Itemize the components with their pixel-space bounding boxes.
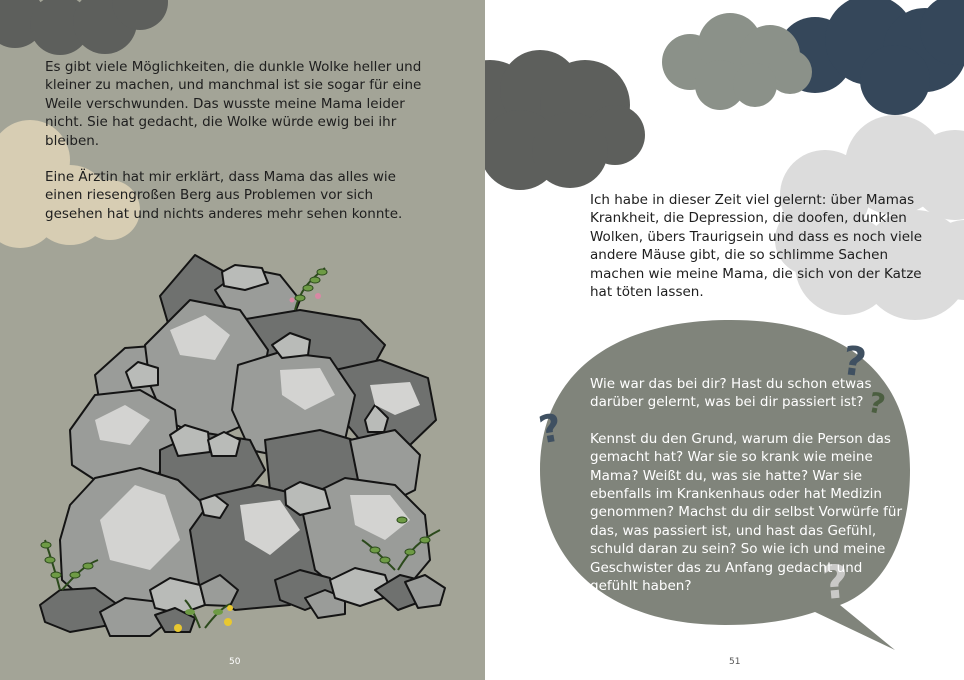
right-page: [485, 0, 964, 680]
bubble-paragraph: Kennst du den Grund, warum die Person das gemacht hat? War sie so krank wie meine Mama? Weißt du, was sie hatte? War sie ebenfalls im Krankenhaus oder hat Medizin genommen? Machst du dir selbst Vorwürfe für das, was passiert ist, und hast das Gefühl, schuld daran zu sein? So wie ich und meine Geschwister das zu Anfang gedacht und gefühlt haben?: [590, 430, 903, 595]
question-mark-icon: ?: [839, 337, 869, 387]
left-paragraph: Eine Ärztin hat mir erklärt, dass Mama das alles wie einen riesengroßen Berg aus Problemen vor sich gesehen hat und nichts anderes mehr sehen konnte.: [45, 169, 403, 222]
dark-cloud-center: [485, 50, 645, 190]
left-paragraph: Es gibt viele Möglichkeiten, die dunkle Wolke heller und kleiner zu machen, und manchmal ist sie sogar für eine Weile verschwunden. Das wusste meine Mama leider nicht. Sie hat gedacht, die Wolke würde ewig bei ihr bleiben.: [45, 59, 422, 149]
bubble-paragraph: Wie war das bei dir? Hast du schon etwas darüber gelernt, was bei dir passiert ist?: [590, 376, 872, 411]
rock-pile: [40, 255, 445, 636]
speech-bubble-text: [590, 375, 908, 595]
question-mark-icon: ?: [819, 553, 852, 611]
question-mark-icon: ?: [865, 385, 889, 422]
dark-cloud-top-left: [0, 0, 168, 55]
question-mark-icon: ?: [535, 405, 565, 453]
page-number-left: 50: [229, 657, 241, 667]
page-number-right: 51: [729, 657, 741, 667]
left-body-text: [45, 58, 425, 223]
right-body-text: Ich habe in dieser Zeit viel gelernt: über Mamas Krankheit, die Depression, die doofen, dunklen Wolken, übers Traurigsein und dass es noch viele andere Mäuse gibt, die so schlimme Sachen machen wie meine Mama, die sich von der Katze hat töten lassen.: [590, 192, 923, 301]
